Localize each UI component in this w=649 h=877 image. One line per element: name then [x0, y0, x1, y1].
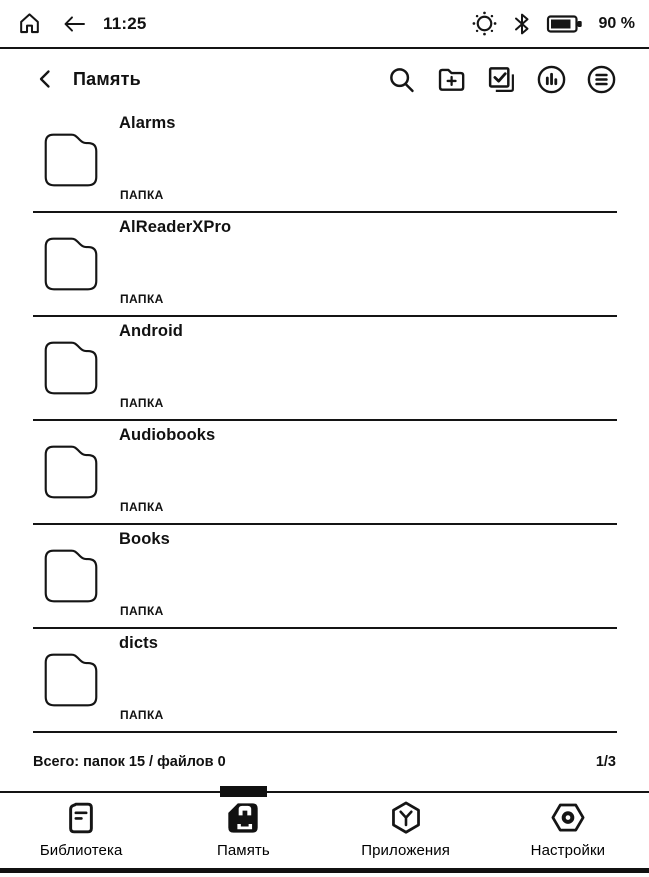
file-list [0, 109, 649, 733]
sort-stats-icon [536, 64, 567, 95]
file-type-label: ПАПКА [120, 708, 164, 722]
file-name: Books [119, 530, 170, 548]
file-type-label: ПАПКА [120, 396, 164, 410]
footer-info [0, 733, 649, 791]
folder-icon [36, 125, 106, 195]
file-row[interactable] [33, 525, 617, 629]
file-row[interactable] [33, 213, 617, 317]
screen-bottom-edge [0, 868, 649, 873]
nav-label: Приложения [361, 842, 450, 859]
page-indicator: 1/3 [595, 754, 616, 770]
file-type-label: ПАПКА [120, 604, 164, 618]
library-icon [62, 799, 100, 837]
nav-item-storage[interactable] [162, 793, 324, 862]
nav-item-library[interactable] [0, 793, 162, 862]
home-icon[interactable] [16, 10, 43, 37]
status-bar [0, 0, 649, 49]
file-name: Alarms [119, 114, 176, 132]
nav-item-settings[interactable] [487, 793, 649, 862]
file-type-label: ПАПКА [120, 188, 164, 202]
multi-select-button[interactable] [486, 64, 517, 95]
file-type-label: ПАПКА [120, 500, 164, 514]
file-name: Audiobooks [119, 426, 216, 444]
battery-icon [546, 13, 584, 35]
file-name: Android [119, 322, 183, 340]
menu-button[interactable] [586, 64, 617, 95]
battery-percent: 90 % [598, 14, 635, 32]
chevron-left-icon[interactable] [34, 67, 56, 91]
multi-select-icon [486, 64, 517, 95]
new-folder-button[interactable] [436, 64, 467, 95]
frontlight-icon [471, 10, 498, 37]
file-row[interactable] [33, 421, 617, 525]
active-tab-indicator [220, 786, 267, 797]
file-row[interactable] [33, 629, 617, 733]
folder-icon [36, 333, 106, 403]
nav-label: Настройки [530, 842, 606, 859]
bottom-nav [0, 791, 649, 862]
totals-label: Всего: папок 15 / файлов 0 [33, 754, 226, 770]
apps-icon [387, 799, 425, 837]
clock: 11:25 [103, 13, 147, 33]
file-name: AlReaderXPro [119, 218, 232, 236]
new-folder-icon [436, 64, 467, 95]
nav-item-apps[interactable] [325, 793, 487, 862]
page-title: Память [73, 68, 141, 89]
search-button[interactable] [386, 64, 417, 95]
file-name: dicts [119, 634, 159, 652]
file-type-label: ПАПКА [120, 292, 164, 306]
nav-label: Библиотека [39, 842, 123, 859]
folder-icon [36, 437, 106, 507]
settings-icon [549, 799, 587, 837]
search-icon [387, 65, 416, 94]
nav-label: Память [216, 842, 270, 859]
folder-icon [36, 229, 106, 299]
menu-icon [586, 64, 617, 95]
folder-icon [36, 541, 106, 611]
folder-icon [36, 645, 106, 715]
header [0, 49, 649, 109]
storage-icon [224, 799, 262, 837]
file-row[interactable] [33, 109, 617, 213]
file-row[interactable] [33, 317, 617, 421]
back-arrow-icon[interactable] [60, 12, 88, 36]
sort-button[interactable] [536, 64, 567, 95]
bluetooth-icon [511, 11, 533, 37]
